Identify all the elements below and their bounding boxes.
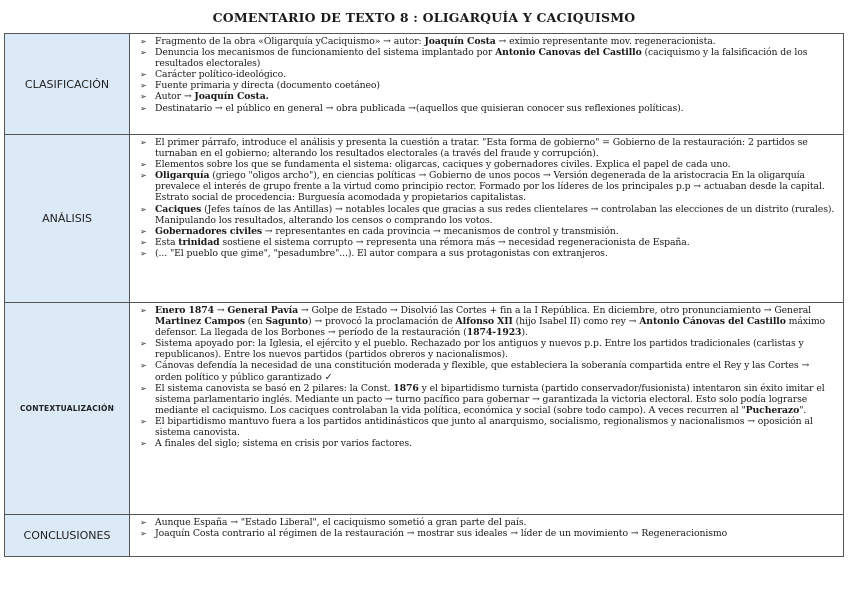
bullet-item: ➢ Oligarquía (griego "oligos archo"), en ciencias políticas → Gobierno de unos pocos → Versión degenerada de la aristocracia En la oligarquía prevalece el interés de grupo frente a la virtud como principio rector. Formado por los líderes de los principales p.p → actuaban desde la capital. Estrato social de procedencia: Burguesía acomodada y propietarios capitalistas. — [140, 170, 825, 204]
section-label: ANÁLISIS — [5, 135, 130, 303]
bullet-list — [136, 36, 837, 114]
bullet-item: ➢ El primer párrafo, introduce el análisis y presenta la cuestión a tratar. "Esta forma de gobierno" = Gobierno de la restauración: 2 partidos se turnaban en el gobierno; alterando los resultados electorales (a través del fraude y corrupción). — [140, 137, 808, 160]
bullet-item: ➢ Aunque España → "Estado Liberal", el caciquismo sometió a gran parte del país. — [140, 517, 527, 528]
bullet-item: ➢ Caciques (Jefes taínos de las Antillas) → notables locales que gracias a sus redes clientelares → controlaban las elecciones de un distrito (rurales). Manipulando los resultados, alterando los censos o comprando los votos. — [140, 203, 835, 226]
arrowhead-bullet-icon: ➢ — [140, 70, 147, 80]
bullet-item: ➢ El bipartidismo mantuvo fuera a los partidos antidinásticos que junto al anarquismo, socialismo, regionalismos y nacionalismos → oposición al sistema canovista. — [140, 415, 813, 439]
bullet-item: ➢ (... "El pueblo que gime", "pesadumbre"...). El autor compara a sus protagonistas con extranjeros. — [140, 247, 608, 259]
arrowhead-bullet-icon: ➢ — [140, 361, 147, 371]
bullet-item: ➢ Denuncia los mecanismos de funcionamiento del sistema implantado por Antonio Canovas del Castillo (caciquismo y la falsificación de los resultados electorales) — [140, 47, 808, 70]
bullet-item: ➢ Elementos sobre los que se fundamenta el sistema: oligarcas, caciques y gobernadores civiles. Explica el papel de cada uno. — [140, 159, 731, 171]
section-row-clasificacion — [5, 34, 844, 135]
arrowhead-bullet-icon: ➢ — [140, 237, 147, 247]
arrowhead-bullet-icon: ➢ — [140, 529, 147, 539]
arrowhead-bullet-icon: ➢ — [140, 171, 147, 181]
bullet-item: ➢ Sistema apoyado por: la Iglesia, el ejército y el pueblo. Rechazado por los antiguos y nuevos p.p. Entre los partidos tradicionales (carlistas y republicanos). Entre los nuevos partidos (partidos obreros y nacionalismos). — [140, 338, 804, 361]
arrowhead-bullet-icon: ➢ — [140, 383, 147, 393]
arrowhead-bullet-icon: ➢ — [140, 226, 147, 236]
bullet-item: ➢ Autor → Joaquín Costa. — [140, 91, 269, 103]
arrowhead-bullet-icon: ➢ — [140, 416, 147, 426]
commentary-table — [4, 33, 844, 557]
bullet-item: ➢ Destinatario → el público en general → obra publicada →(aquellos que quisieran conocer sus reflexiones políticas). — [140, 102, 684, 114]
bullet-item: ➢ Cánovas defendía la necesidad de una constitución moderada y flexible, que estableciera la soberanía compartida entre el Rey y las Cortes → orden político y público garantizado ✓ — [140, 360, 810, 383]
section-row-conclusiones — [5, 515, 844, 557]
arrowhead-bullet-icon: ➢ — [140, 103, 147, 113]
arrowhead-bullet-icon: ➢ — [140, 138, 147, 147]
section-row-analisis — [5, 135, 844, 303]
bullet-item: ➢ Joaquín Costa contrario al régimen de la restauración → mostrar sus ideales → líder de un movimiento → Regeneracionismo — [140, 528, 728, 540]
bullet-list — [136, 517, 837, 539]
arrowhead-bullet-icon: ➢ — [140, 48, 147, 58]
bullet-item: ➢ El sistema canovista se basó en 2 pilares: la Const. 1876 y el bipartidismo turnista (partido conservador/fusionista) intentaron sin éxito imitar el sistema parlamentario inglés. Mediante un pacto → turno pacífico para gobernar → garantizada la victoria electoral. Esto solo podía lograrse mediante el caciquismo. Los caciques controlaban la vida política, económica y social (sobre todo campo). A veces recurren al "Pucherazo". — [140, 382, 825, 416]
bullet-item: ➢ Enero 1874 → General Pavía → Golpe de Estado → Disolvió las Cortes + fin a la I República. En diciembre, otro pronunciamiento → General Martinez Campos (en Sagunto) → provocó la proclamación de Alfonso XII (hijo Isabel II) como rey → Antonio Cánovas del Castillo máximo defensor. La llegada de los Borbones → período de la restauración (1874-1923). — [140, 305, 826, 339]
arrowhead-bullet-icon: ➢ — [140, 81, 147, 91]
bullet-item: ➢ Esta trinidad sostiene el sistema corrupto → representa una rémora más → necesidad regeneracionista de España. — [140, 236, 690, 248]
bullet-item: ➢ Fragmento de la obra «Oligarquía yCaciquismo» → autor: Joaquín Costa → eximio representante mov. regeneracionista. — [140, 36, 716, 47]
arrowhead-bullet-icon: ➢ — [140, 248, 147, 258]
arrowhead-bullet-icon: ➢ — [140, 439, 147, 449]
bullet-item: ➢ A finales del siglo; sistema en crisis por varios factores. — [140, 438, 412, 450]
arrowhead-bullet-icon: ➢ — [140, 37, 147, 46]
section-label: CONTEXTUALIZACIÓN — [5, 303, 130, 515]
bullet-item: ➢ Carácter político-ideológico. — [140, 69, 286, 81]
bullet-list — [136, 305, 837, 449]
arrowhead-bullet-icon: ➢ — [140, 306, 147, 315]
arrowhead-bullet-icon: ➢ — [140, 518, 147, 527]
arrowhead-bullet-icon: ➢ — [140, 204, 147, 214]
section-label: CONCLUSIONES — [5, 515, 130, 557]
arrowhead-bullet-icon: ➢ — [140, 339, 147, 349]
arrowhead-bullet-icon: ➢ — [140, 92, 147, 102]
arrowhead-bullet-icon: ➢ — [140, 160, 147, 170]
section-label: CLASIFICACIÓN — [5, 34, 130, 135]
bullet-item: ➢ Gobernadores civiles → representantes en cada provincia → mecanismos de control y transmisión. — [140, 225, 619, 237]
page-title: COMENTARIO DE TEXTO 8 : OLIGARQUÍA Y CACIQUISMO — [212, 10, 636, 25]
bullet-list — [136, 137, 837, 259]
section-row-contextualizacion — [5, 303, 844, 515]
bullet-item: ➢ Fuente primaria y directa (documento coetáneo) — [140, 80, 380, 92]
